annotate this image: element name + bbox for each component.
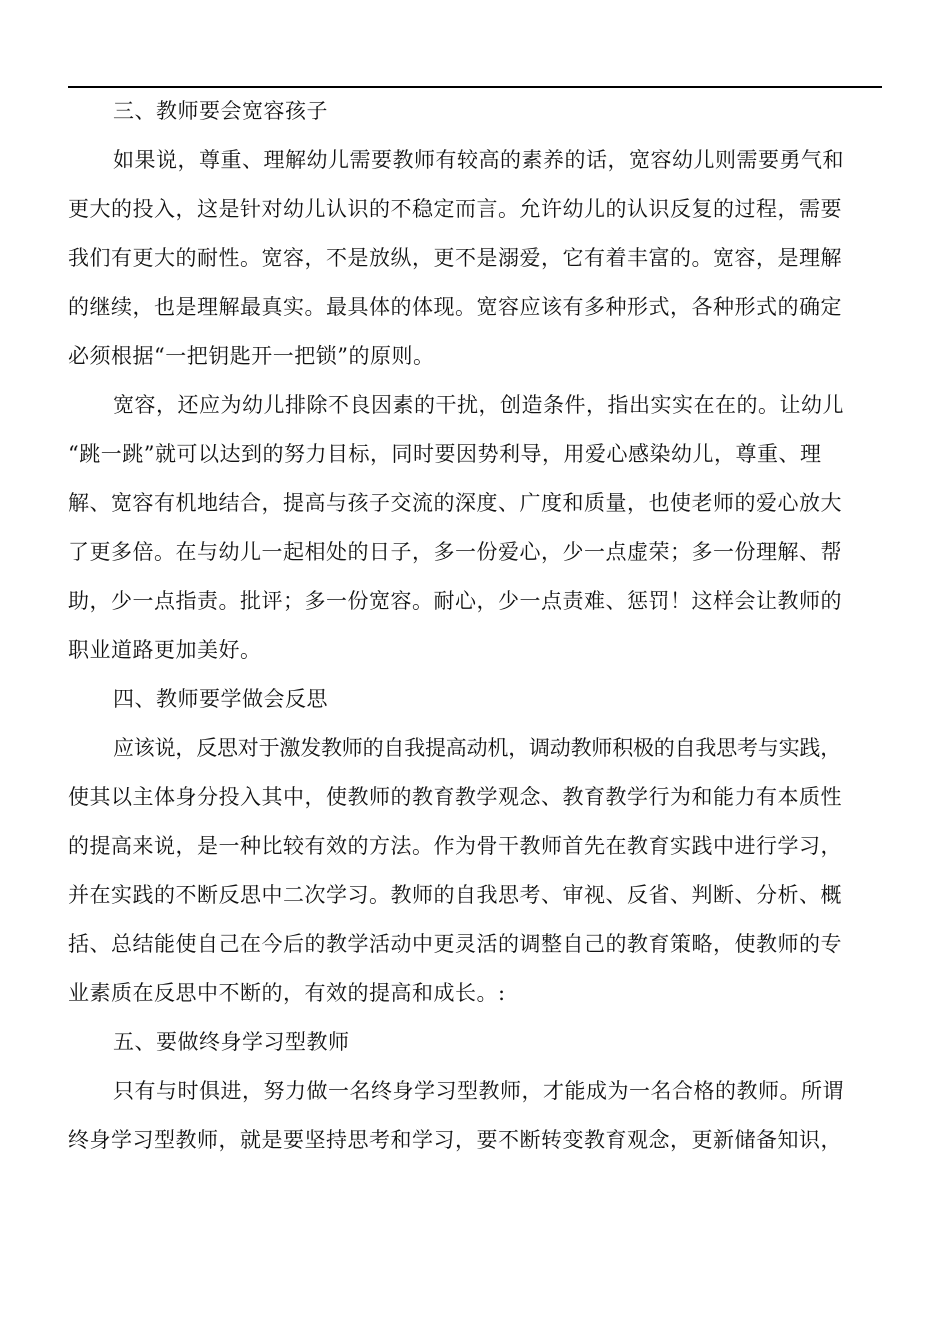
line-gap bbox=[68, 571, 882, 582]
text-line: 我们有更大的耐性。宽容，不是放纵，更不是溺爱，它有着丰富的。宽容，是理解 bbox=[68, 246, 842, 270]
text-line: 业素质在反思中不断的，有效的提高和成长。: bbox=[68, 981, 506, 1005]
header-rule bbox=[68, 86, 882, 88]
line-gap bbox=[68, 816, 882, 827]
line-gap bbox=[68, 277, 882, 288]
paragraph-gap bbox=[68, 1012, 882, 1023]
text-line: 职业道路更加美好。 bbox=[68, 638, 262, 662]
text-line: 的提高来说，是一种比较有效的方法。作为骨干教师首先在教育实践中进行学习， bbox=[68, 834, 842, 858]
line-gap bbox=[68, 620, 882, 631]
text-line: 括、总结能使自己在今后的教学活动中更灵活的调整自己的教育策略，使教师的专 bbox=[68, 932, 842, 956]
section-heading-4: 四、教师要学做会反思 bbox=[113, 687, 328, 711]
document-body bbox=[68, 92, 882, 1159]
text-line: 终身学习型教师，就是要坚持思考和学习，要不断转变教育观念，更新储备知识， bbox=[68, 1128, 842, 1152]
line-gap bbox=[68, 865, 882, 876]
text-line: 如果说，尊重、理解幼儿需要教师有较高的素养的话，宽容幼儿则需要勇气和 bbox=[113, 148, 844, 172]
line-gap bbox=[68, 767, 882, 778]
paragraph-gap bbox=[68, 1061, 882, 1072]
line-gap bbox=[68, 914, 882, 925]
line-gap bbox=[68, 228, 882, 239]
line-gap bbox=[68, 522, 882, 533]
paragraph-gap bbox=[68, 375, 882, 386]
text-line: 更大的投入，这是针对幼儿认识的不稳定而言。允许幼儿的认识反复的过程，需要 bbox=[68, 197, 842, 221]
line-gap bbox=[68, 326, 882, 337]
text-line: “跳一跳”就可以达到的努力目标，同时要因势利导，用爱心感染幼儿，尊重、理 bbox=[68, 442, 822, 466]
text-line: 助，少一点指责。批评；多一份宽容。耐心，少一点责难、惩罚！这样会让教师的 bbox=[68, 589, 842, 613]
paragraph-gap bbox=[68, 718, 882, 729]
line-gap bbox=[68, 179, 882, 190]
paragraph-gap bbox=[68, 669, 882, 680]
text-line: 宽容，还应为幼儿排除不良因素的干扰，创造条件，指出实实在在的。让幼儿 bbox=[113, 393, 844, 417]
section-heading-3: 三、教师要会宽容孩子 bbox=[113, 99, 328, 123]
line-gap bbox=[68, 963, 882, 974]
line-gap bbox=[68, 424, 882, 435]
line-gap bbox=[68, 473, 882, 484]
text-line: 了更多倍。在与幼儿一起相处的日子，多一份爱心，少一点虚荣；多一份理解、帮 bbox=[68, 540, 842, 564]
line-gap bbox=[68, 1110, 882, 1121]
text-line: 并在实践的不断反思中二次学习。教师的自我思考、审视、反省、判断、分析、概 bbox=[68, 883, 842, 907]
text-line: 应该说，反思对于激发教师的自我提高动机，调动教师积极的自我思考与实践， bbox=[113, 736, 841, 760]
text-line: 必须根据“一把钥匙开一把锁”的原则。 bbox=[68, 344, 435, 368]
paragraph-gap bbox=[68, 130, 882, 141]
text-line: 使其以主体身分投入其中，使教师的教育教学观念、教育教学行为和能力有本质性 bbox=[68, 785, 842, 809]
section-heading-5: 五、要做终身学习型教师 bbox=[113, 1030, 350, 1054]
text-line: 的继续，也是理解最真实。最具体的体现。宽容应该有多种形式，各种形式的确定 bbox=[68, 295, 842, 319]
text-line: 只有与时俱进，努力做一名终身学习型教师，才能成为一名合格的教师。所谓 bbox=[113, 1079, 844, 1103]
text-line: 解、宽容有机地结合，提高与孩子交流的深度、广度和质量，也使老师的爱心放大 bbox=[68, 491, 842, 515]
